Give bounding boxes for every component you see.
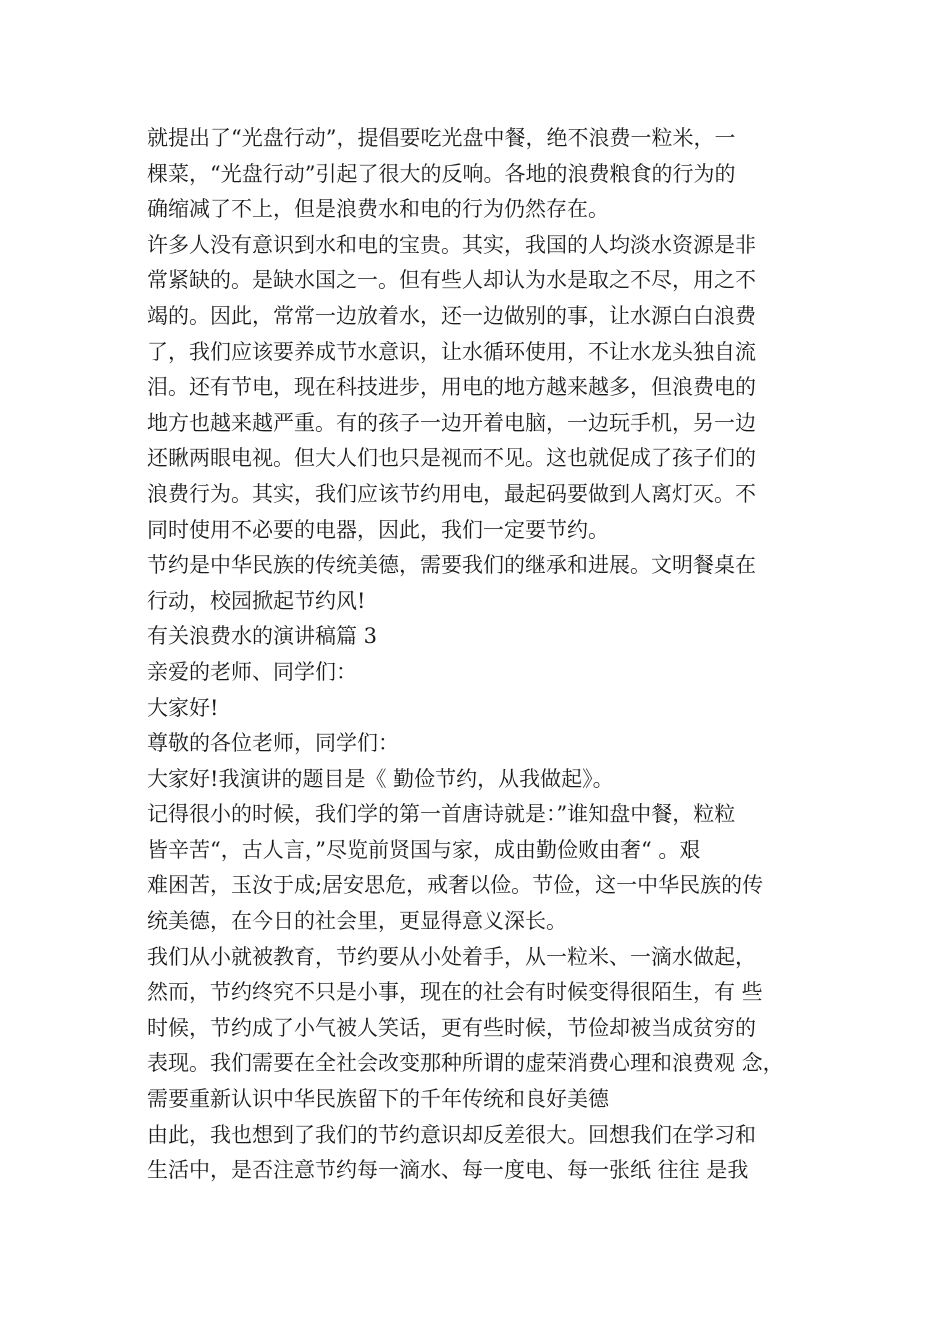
text-line: 节约是中华民族的传统美德，需要我们的继承和进展。文明餐桌在 (147, 553, 756, 578)
text-line: 然而，节约终究不只是小事，现在的社会有时候变得很陌生，有 些 (147, 980, 763, 1005)
text-line: 生活中，是否注意节约每一滴水、每一度电、每一张纸 往往 是我 (147, 1158, 749, 1183)
section-heading: 有关浪费水的演讲稿篇 3 (147, 624, 378, 649)
document-body (147, 121, 827, 1189)
text-line: 大家好! (147, 695, 219, 720)
text-line: 行动，校园掀起节约风! (147, 588, 366, 613)
text-line: 尊敬的各位老师，同学们： (147, 731, 399, 756)
text-line: 就提出了“光盘行动”，提倡要吃光盘中餐，绝不浪费一粒米，一 (147, 126, 736, 150)
text-line: 地方也越来越严重。有的孩子一边开着电脑，一边玩手机，另一边 (147, 410, 756, 435)
text-line: 需要重新认识中华民族留下的千年传统和良好美德 (147, 1087, 609, 1112)
text-line: 浪费行为。其实，我们应该节约用电，最起码要做到人离灯灭。不 (147, 481, 756, 506)
text-line: 竭的。因此，常常一边放着水，还一边做别的事，让水源白白浪费 (147, 303, 756, 328)
text-line: 还瞅两眼电视。但大人们也只是视而不见。这也就促成了孩子们的 (147, 446, 756, 471)
text-line: 常紧缺的。是缺水国之一。但有些人却认为水是取之不尽，用之不 (147, 268, 756, 293)
text-line: 难困苦，玉汝于成;居安思危，戒奢以俭。节俭，这一中华民族的传 (147, 873, 764, 898)
text-line: 泪。还有节电，现在科技进步，用电的地方越来越多，但浪费电的 (147, 375, 756, 400)
text-line: 棵菜，“光盘行动”引起了很大的反响。各地的浪费粮食的行为的 (147, 161, 736, 186)
text-line: 了，我们应该要养成节水意识，让水循环使用，不让水龙头独自流 (147, 339, 756, 364)
text-line: 确缩减了不上，但是浪费水和电的行为仍然存在。 (147, 197, 609, 222)
text-line: 统美德，在今日的社会里，更显得意义深长。 (147, 909, 567, 934)
text-line: 表现。我们需要在全社会改变那种所谓的虚荣消费心理和浪费观 念， (147, 1051, 784, 1076)
text-line: 大家好!我演讲的题目是《 勤俭节约，从我做起》。 (147, 766, 614, 791)
text-line: 亲爱的老师、同学们： (147, 659, 357, 684)
text-line: 许多人没有意识到水和电的宝贵。其实，我国的人均淡水资源是非 (147, 232, 756, 257)
text-line: 同时使用不必要的电器，因此，我们一定要节约。 (147, 517, 609, 542)
text-line: 皆辛苦“，古人言，”尽览前贤国与家，成由勤俭败由奢“ 。艰 (147, 837, 701, 862)
text-line: 记得很小的时候，我们学的第一首唐诗就是：”谁知盘中餐，粒粒 (147, 802, 736, 827)
text-line: 时候，节约成了小气被人笑话，更有些时候，节俭却被当成贫穷的 (147, 1015, 756, 1040)
text-line: 我们从小就被教育，节约要从小处着手，从一粒米、一滴水做起， (147, 944, 756, 969)
text-line: 由此，我也想到了我们的节约意识却反差很大。回想我们在学习和 (147, 1122, 756, 1147)
